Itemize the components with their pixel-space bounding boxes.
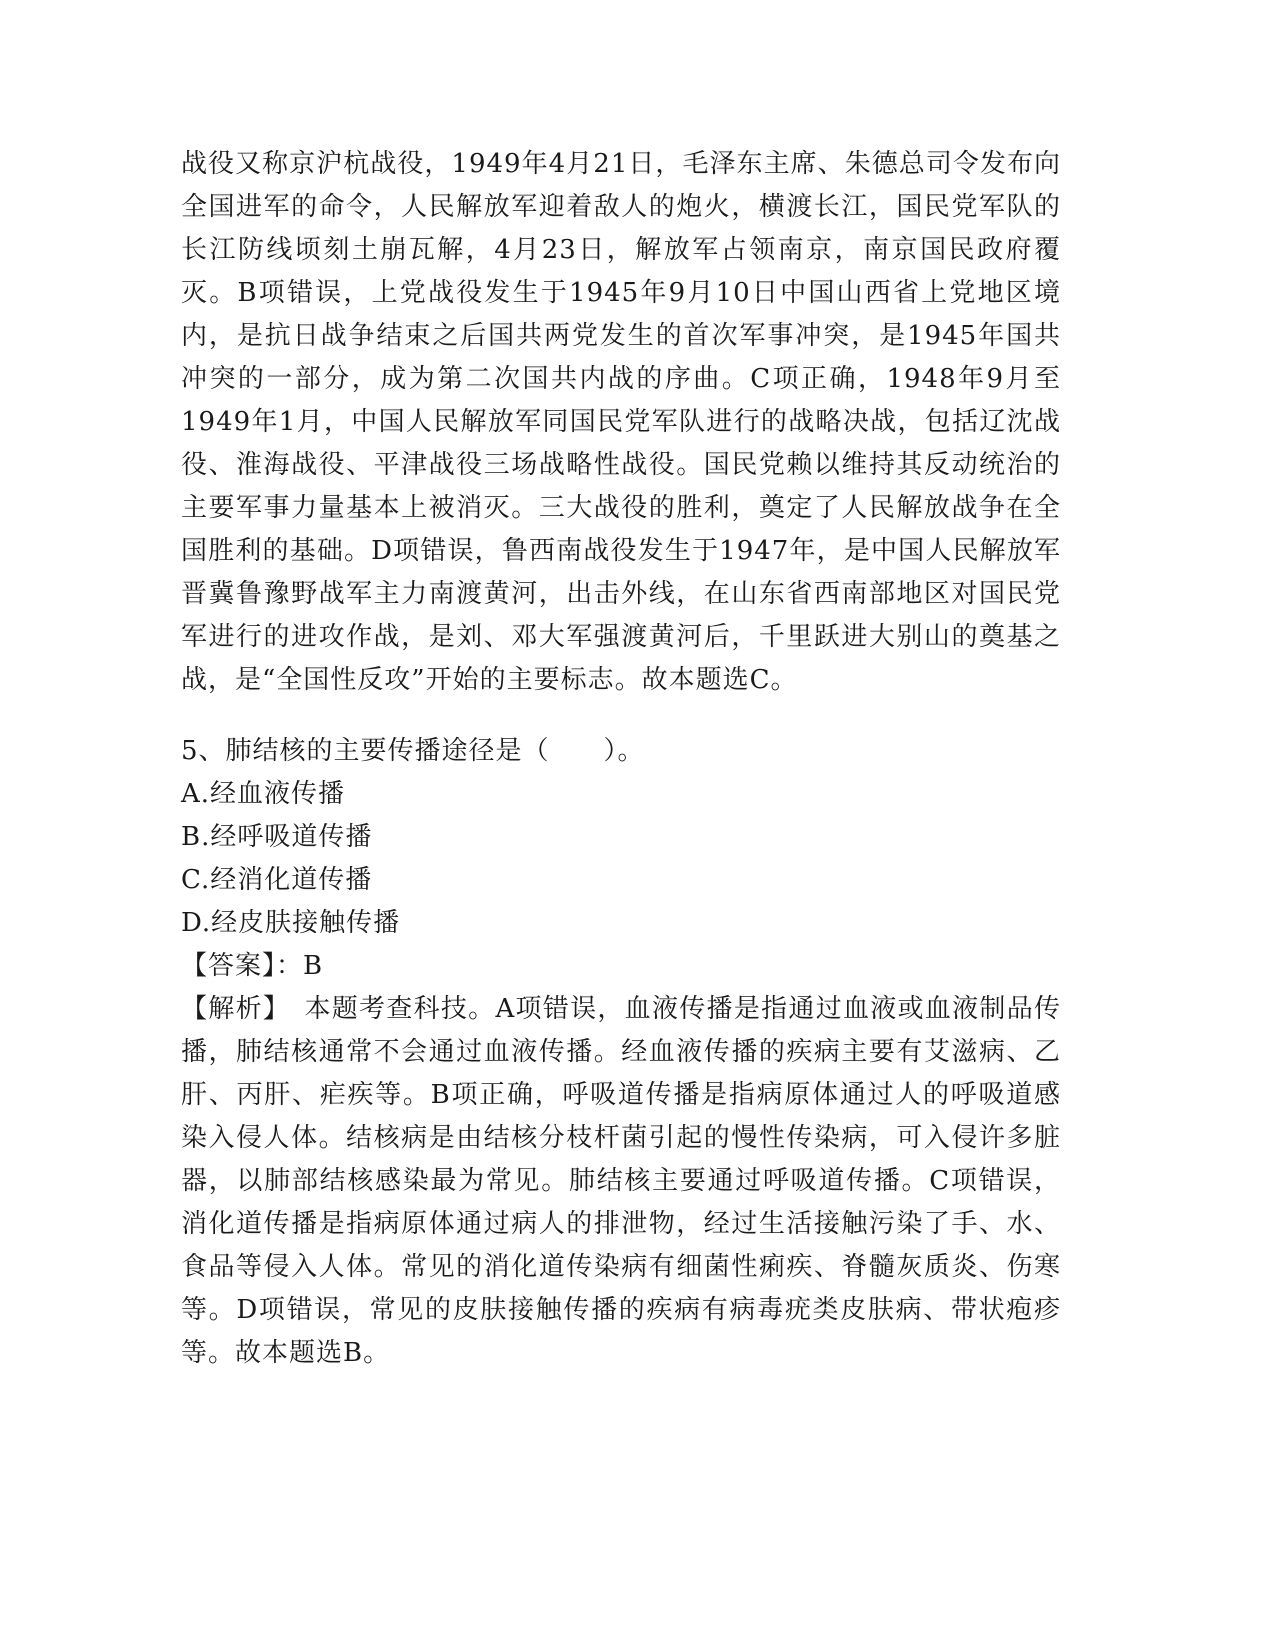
previous-question-explanation: 战役又称京沪杭战役，1949年4月21日，毛泽东主席、朱德总司令发布向全国进军的命令，人民解放军迎着敌人的炮火，横渡长江，国民党军队的长江防线顷刻土崩瓦解，4月23日，解放军占领南京，南京国民政府覆灭。B项错误，上党战役发生于1945年9月10日中国山西省上党地区境内，是抗日战争结束之后国共两党发生的首次军事冲突，是1945年国共冲突的一部分，成为第二次国共内战的序曲。C项正确，1948年9月至1949年1月，中国人民解放军同国民党军队进行的战略决战，包括辽沈战役、淮海战役、平津战役三场战略性战役。国民党赖以维持其反动统治的主要军事力量基本上被消灭。三大战役的胜利，奠定了人民解放战争在全国胜利的基础。D项错误，鲁西南战役发生于1947年，是中国人民解放军晋冀鲁豫野战军主力南渡黄河，出击外线，在山东省西南部地区对国民党军进行的进攻作战，是刘、邓大军强渡黄河后，千里跃进大别山的奠基之战，是“全国性反攻”开始的主要标志。故本题选C。 bbox=[181, 149, 1061, 695]
question-stem: 5、肺结核的主要传播途径是（ ）。 bbox=[181, 736, 645, 766]
option-d: D.经皮肤接触传播 bbox=[181, 908, 401, 938]
question-explanation: 【解析】 本题考查科技。A项错误，血液传播是指通过血液或血液制品传播，肺结核通常不会通过血液传播。经血液传播的疾病主要有艾滋病、乙肝、丙肝、疟疾等。B项正确，呼吸道传播是指病原体通过人的呼吸道感染入侵人体。结核病是由结核分枝杆菌引起的慢性传染病，可入侵许多脏器，以肺部结核感染最为常见。肺结核主要通过呼吸道传播。C项错误，消化道传播是指病原体通过病人的排泄物，经过生活接触污染了手、水、食品等侵入人体。常见的消化道传染病有细菌性痢疾、脊髓灰质炎、伤寒等。D项错误，常见的皮肤接触传播的疾病有病毒疣类皮肤病、带状疱疹等。故本题选B。 bbox=[181, 994, 1061, 1368]
question-block bbox=[181, 730, 1061, 1375]
option-a: A.经血液传播 bbox=[181, 779, 346, 809]
spacer bbox=[181, 702, 1061, 730]
option-b: B.经呼吸道传播 bbox=[181, 822, 373, 852]
option-c: C.经消化道传播 bbox=[181, 865, 373, 895]
document-page bbox=[181, 143, 1061, 1375]
answer-line: 【答案】：B bbox=[181, 951, 324, 981]
